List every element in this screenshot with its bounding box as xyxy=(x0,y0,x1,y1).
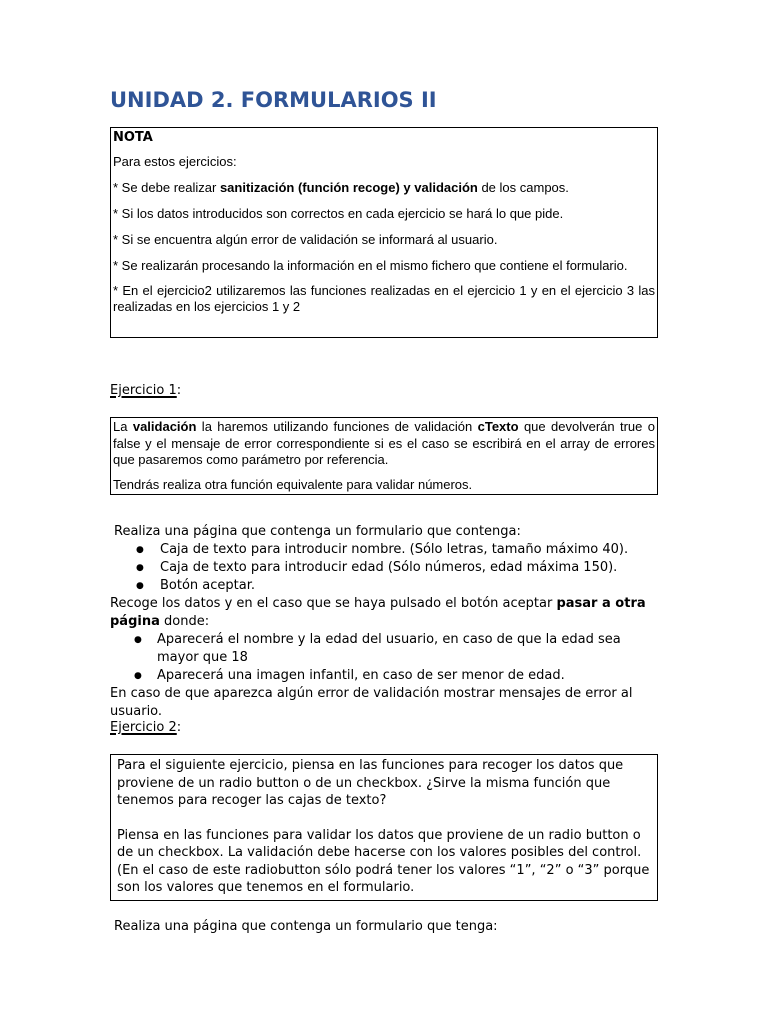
ejercicio-1-box xyxy=(110,417,658,495)
list-item: ● Caja de texto para introducir edad (Sólo números, edad máxima 150). xyxy=(110,559,658,577)
ejercicio-1-list xyxy=(110,541,658,595)
nota-box xyxy=(110,127,658,338)
ejercicio-1-box-paragraph-2: Tendrás realiza otra función equivalente para validar números. xyxy=(113,476,473,492)
ejercicio-1-closing: En caso de que aparezca algún error de validación mostrar mensajes de error al usuario. xyxy=(110,686,633,719)
ejercicio-1-label: Ejercicio 1: xyxy=(110,383,182,398)
nota-line-2: * Si los datos introducidos son correctos en cada ejercicio se hará lo que pide. xyxy=(113,206,564,221)
list-item: ● Botón aceptar. xyxy=(110,577,658,595)
ejercicio-1-recoge: Recoge los datos y en el caso que se haya pulsado el botón aceptar pasar a otra página donde: xyxy=(110,596,646,629)
ejercicio-1-body xyxy=(110,523,658,721)
ejercicio-2-label: Ejercicio 2: xyxy=(110,720,182,735)
ejercicio-2-box-paragraph-1: Para el siguiente ejercicio, piensa en las funciones para recoger los datos que proviene de un radio button o de un checkbox. ¿Sirve la misma función que tenemos para recoger las cajas de texto? xyxy=(117,758,624,808)
nota-line-3: * Si se encuentra algún error de validación se informará al usuario. xyxy=(113,232,498,247)
ejercicio-2-box xyxy=(110,754,658,901)
list-item: ● Caja de texto para introducir nombre. (Sólo letras, tamaño máximo 40). xyxy=(110,541,658,559)
page-title: UNIDAD 2. FORMULARIOS II xyxy=(110,88,437,112)
nota-line-4: * Se realizarán procesando la información en el mismo fichero que contiene el formulario. xyxy=(113,258,628,273)
nota-line-5: * En el ejercicio2 utilizaremos las funciones realizadas en el ejercicio 1 y en el ejercicio 3 las realizadas en los ejercicios 1 y 2 xyxy=(113,283,655,314)
nota-line-1: * Se debe realizar sanitización (función recoge) y validación de los campos. xyxy=(113,180,569,195)
ejercicio-2-intro: Realiza una página que contenga un formulario que tenga: xyxy=(114,919,498,934)
ejercicio-1-intro: Realiza una página que contenga un formulario que contenga: xyxy=(114,524,521,539)
ejercicio-1-list-2 xyxy=(110,631,658,685)
list-item: ● Aparecerá el nombre y la edad del usuario, en caso de que la edad sea mayor que 18 xyxy=(110,631,658,667)
nota-intro: Para estos ejercicios: xyxy=(113,154,237,169)
ejercicio-2-box-paragraph-2: Piensa en las funciones para validar los datos que proviene de un radio button o de un checkbox. La validación debe hacerse con los valores posibles del control. (En el caso de este radiobutton sólo podrá tener los valores “1”, “2” o “3” porque son los valores que tenemos en el formulario. xyxy=(117,827,650,895)
nota-heading: NOTA xyxy=(113,130,153,145)
ejercicio-1-box-paragraph-1: La validación la haremos utilizando funciones de validación cTexto que devolverán true o false y el mensaje de error correspondiente si es el caso se escribirá en el array de errores que pasaremos como parámetro por referencia. xyxy=(113,419,655,467)
list-item: ● Aparecerá una imagen infantil, en caso de ser menor de edad. xyxy=(110,667,658,685)
